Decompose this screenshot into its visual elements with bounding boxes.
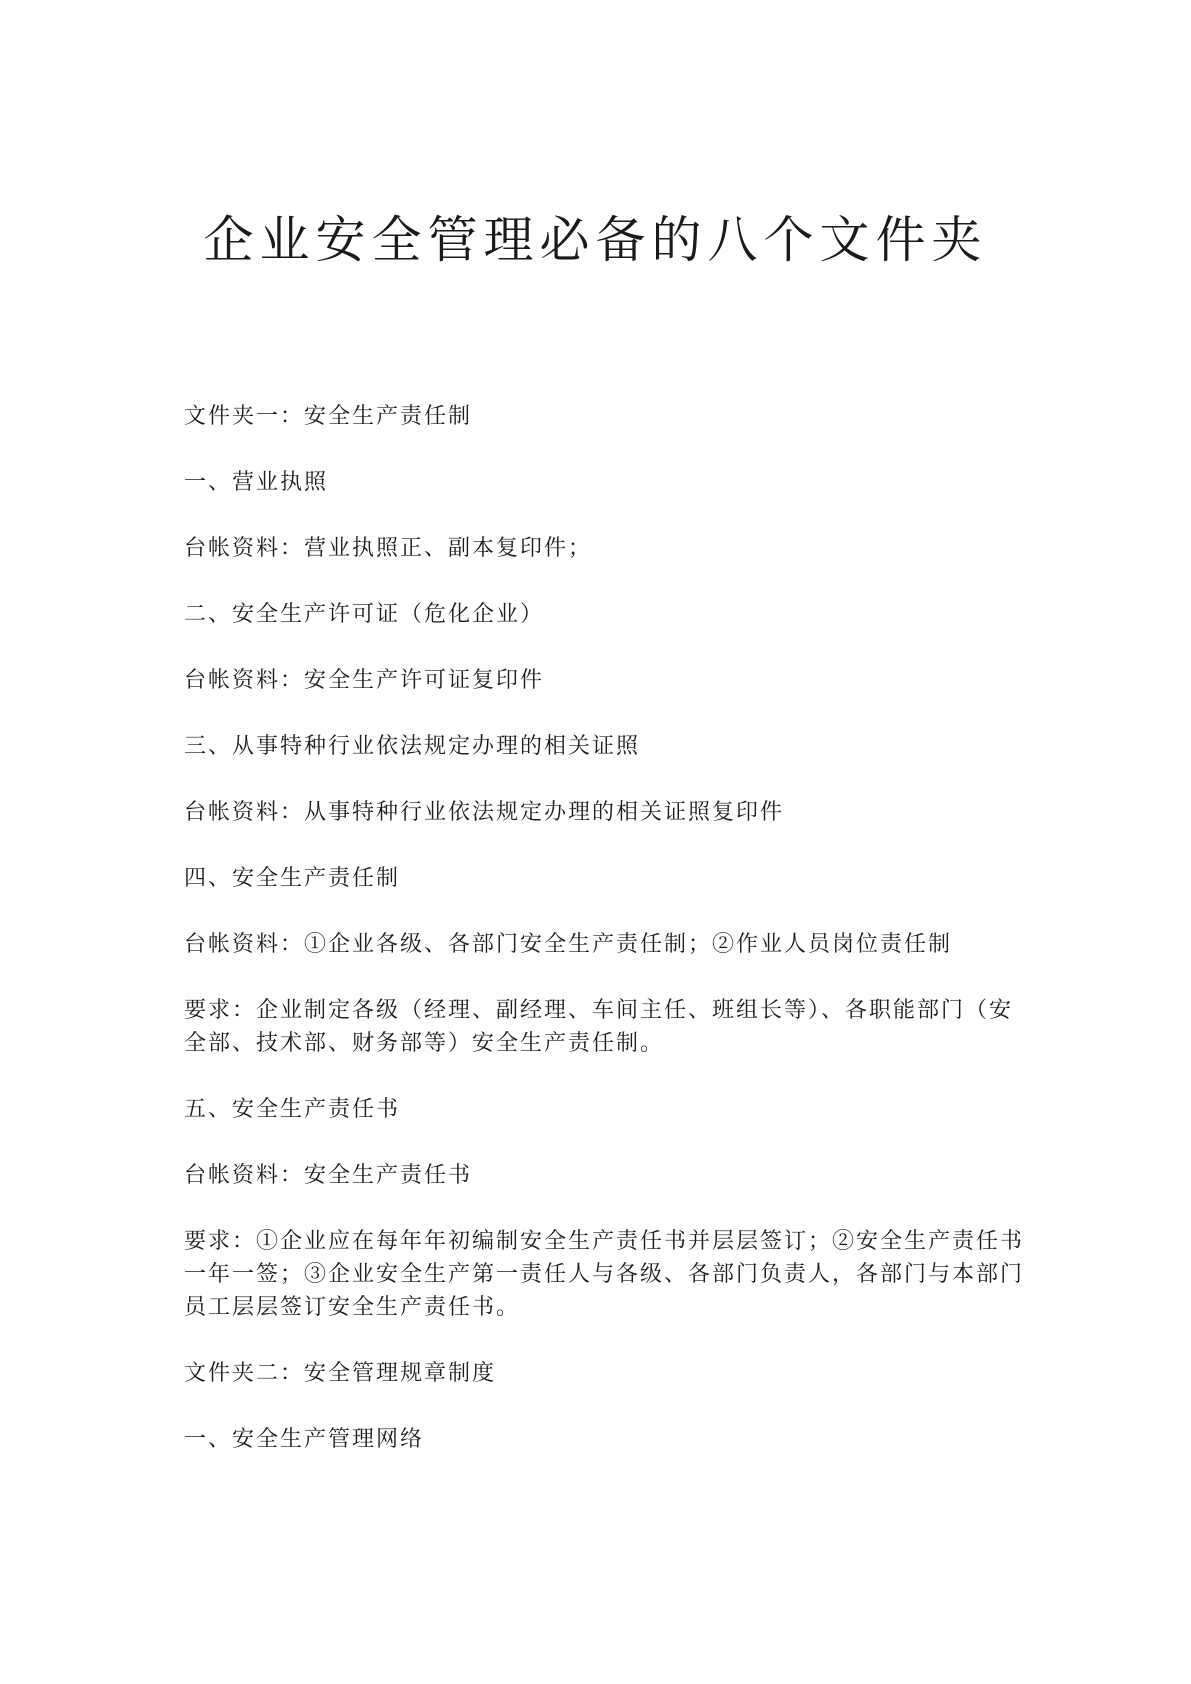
paragraph-folder-two-heading: 文件夹二：安全管理规章制度 xyxy=(184,1361,497,1386)
paragraph-responsibility-letter-records: 台帐资料：安全生产责任书 xyxy=(184,1163,473,1188)
paragraph-safety-permit-records: 台帐资料：安全生产许可证复印件 xyxy=(184,668,545,693)
paragraph-responsibility-letter: 五、安全生产责任书 xyxy=(184,1097,401,1122)
paragraph-folder-one-heading: 文件夹一：安全生产责任制 xyxy=(184,404,473,429)
paragraph-management-network: 一、安全生产管理网络 xyxy=(184,1427,425,1452)
paragraph-business-license-records: 台帐资料：营业执照正、副本复印件； xyxy=(184,536,593,561)
paragraph-responsibility-system: 四、安全生产责任制 xyxy=(184,866,401,891)
document-title: 企业安全管理必备的八个文件夹 xyxy=(203,211,988,269)
paragraph-special-licenses: 三、从事特种行业依法规定办理的相关证照 xyxy=(184,734,641,759)
paragraph-responsibility-system-requirement: 要求：企业制定各级（经理、副经理、车间主任、班组长等）、各职能部门（安全部、技术部、财务部等）安全生产责任制。 xyxy=(184,998,1014,1056)
paragraph-business-license: 一、营业执照 xyxy=(184,470,329,495)
paragraph-responsibility-system-records: 台帐资料：①企业各级、各部门安全生产责任制；②作业人员岗位责任制 xyxy=(184,932,953,957)
paragraph-special-licenses-records: 台帐资料：从事特种行业依法规定办理的相关证照复印件 xyxy=(184,800,785,825)
document-body xyxy=(184,400,1024,1489)
paragraph-safety-permit: 二、安全生产许可证（危化企业） xyxy=(184,602,545,627)
paragraph-responsibility-letter-requirement: 要求：①企业应在每年年初编制安全生产责任书并层层签订；②安全生产责任书一年一签；③企业安全生产第一责任人与各级、各部门负责人，各部门与本部门员工层层签订安全生产责任书。 xyxy=(184,1229,1025,1320)
